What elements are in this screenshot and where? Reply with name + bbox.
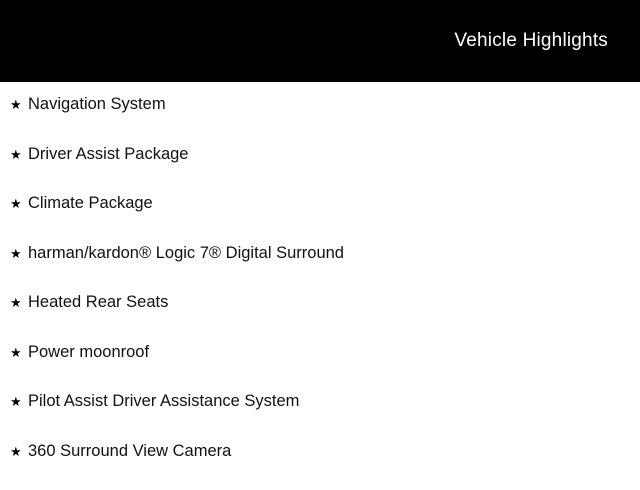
list-item xyxy=(0,391,640,441)
star-bullet-icon: ★ xyxy=(10,194,28,214)
vehicle-highlights-list xyxy=(0,82,640,490)
list-item-label: Navigation System xyxy=(28,94,166,114)
header-bar xyxy=(0,0,640,82)
star-bullet-icon: ★ xyxy=(10,442,28,462)
list-item xyxy=(0,243,640,293)
star-bullet-icon: ★ xyxy=(10,145,28,165)
list-item xyxy=(0,144,640,194)
star-bullet-icon: ★ xyxy=(10,343,28,363)
list-item xyxy=(0,94,640,144)
list-item xyxy=(0,441,640,490)
list-item-label: harman/kardon® Logic 7® Digital Surround xyxy=(28,243,344,263)
list-item-label: Climate Package xyxy=(28,193,153,213)
list-item xyxy=(0,292,640,342)
page-title: Vehicle Highlights xyxy=(454,29,608,53)
star-bullet-icon: ★ xyxy=(10,293,28,313)
list-item-label: Pilot Assist Driver Assistance System xyxy=(28,391,299,411)
list-item-label: 360 Surround View Camera xyxy=(28,441,231,461)
star-bullet-icon: ★ xyxy=(10,95,28,115)
list-item-label: Driver Assist Package xyxy=(28,144,188,164)
list-item xyxy=(0,193,640,243)
star-bullet-icon: ★ xyxy=(10,244,28,264)
star-bullet-icon: ★ xyxy=(10,392,28,412)
list-item xyxy=(0,342,640,392)
list-item-label: Power moonroof xyxy=(28,342,149,362)
list-item-label: Heated Rear Seats xyxy=(28,292,168,312)
